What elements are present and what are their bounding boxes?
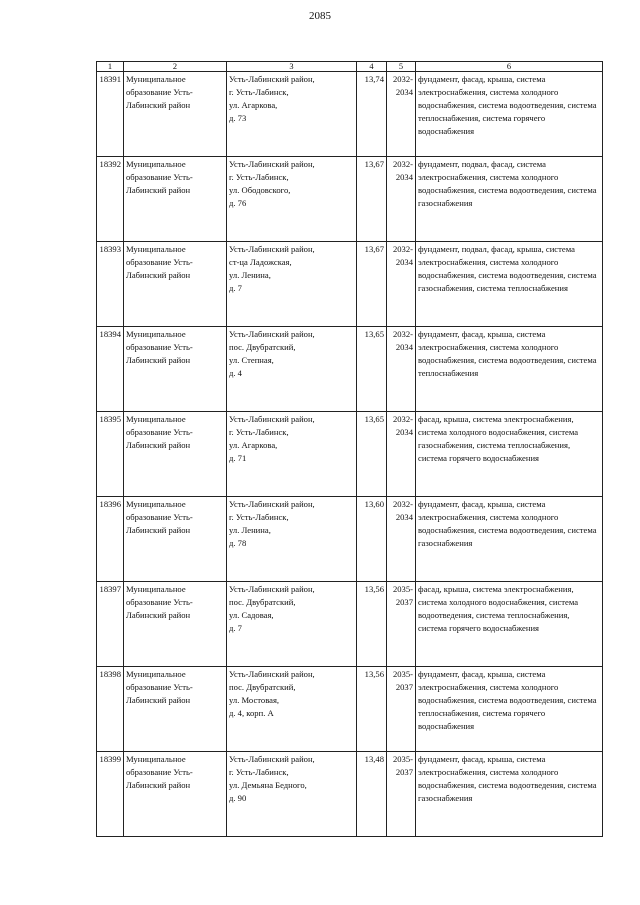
period-line: 2034: [395, 512, 413, 522]
period-line: 2037: [395, 597, 413, 607]
area-cell: 13,48: [357, 752, 387, 837]
address-line: Усть-Лабинский район,: [229, 499, 315, 509]
area-cell: 13,65: [357, 327, 387, 412]
header-row: [97, 62, 603, 72]
address-line: ул. Демьяна Бедного,: [229, 780, 307, 790]
table-row: [97, 667, 603, 752]
period-cell: [387, 412, 416, 497]
row-number: 18394: [97, 327, 124, 412]
period-line: 2034: [395, 172, 413, 182]
address-line: д. 73: [229, 113, 247, 123]
table-row: [97, 412, 603, 497]
address-line: Усть-Лабинский район,: [229, 414, 315, 424]
period-line: 2032-: [392, 74, 413, 84]
period-line: 2034: [395, 87, 413, 97]
address-line: г. Усть-Лабинск,: [229, 767, 289, 777]
period-cell: [387, 497, 416, 582]
address-line: г. Усть-Лабинск,: [229, 512, 289, 522]
table-row: [97, 327, 603, 412]
period-cell: [387, 582, 416, 667]
header-col-1: 1: [97, 62, 124, 72]
address-line: Усть-Лабинский район,: [229, 244, 315, 254]
address-line: пос. Двубратский,: [229, 597, 296, 607]
address-line: д. 4: [229, 368, 242, 378]
period-line: 2035-: [392, 669, 413, 679]
row-number: 18395: [97, 412, 124, 497]
table-body: [97, 72, 603, 837]
address-line: д. 7: [229, 623, 242, 633]
address-line: д. 7: [229, 283, 242, 293]
area-cell: 13,60: [357, 497, 387, 582]
address-cell: [227, 327, 357, 412]
works-cell: фундамент, фасад, крыша, система электроснабжения, система холодного водоснабжения, система водоотведения, система газоснабжения: [416, 752, 603, 837]
address-cell: [227, 72, 357, 157]
works-cell: фундамент, фасад, крыша, система электроснабжения, система холодного водоснабжения, система водоотведения, система теплоснабжения, система горячего водоснабжения: [416, 72, 603, 157]
address-line: Усть-Лабинский район,: [229, 159, 315, 169]
period-line: 2035-: [392, 584, 413, 594]
row-number: 18399: [97, 752, 124, 837]
address-line: Усть-Лабинский район,: [229, 669, 315, 679]
period-line: 2034: [395, 342, 413, 352]
address-line: ул. Агаркова,: [229, 100, 278, 110]
table-row: [97, 752, 603, 837]
address-cell: [227, 497, 357, 582]
address-line: ул. Ленина,: [229, 270, 271, 280]
address-line: пос. Двубратский,: [229, 682, 296, 692]
area-cell: 13,67: [357, 157, 387, 242]
period-cell: [387, 157, 416, 242]
period-line: 2034: [395, 427, 413, 437]
address-line: д. 78: [229, 538, 247, 548]
municipality-cell: Муниципальное образование Усть-Лабинский район: [124, 72, 227, 157]
row-number: 18393: [97, 242, 124, 327]
address-line: д. 76: [229, 198, 247, 208]
area-cell: 13,56: [357, 582, 387, 667]
address-line: д. 71: [229, 453, 247, 463]
address-line: ст-ца Ладожская,: [229, 257, 292, 267]
period-cell: [387, 667, 416, 752]
registry-table: [96, 61, 603, 837]
address-cell: [227, 667, 357, 752]
municipality-cell: Муниципальное образование Усть-Лабинский район: [124, 157, 227, 242]
period-line: 2037: [395, 682, 413, 692]
header-col-5: 5: [387, 62, 416, 72]
address-line: Усть-Лабинский район,: [229, 754, 315, 764]
period-line: 2032-: [392, 159, 413, 169]
works-cell: фундамент, фасад, крыша, система электроснабжения, система холодного водоснабжения, система водоотведения, система теплоснабжения: [416, 327, 603, 412]
header-col-2: 2: [124, 62, 227, 72]
table-row: [97, 582, 603, 667]
address-line: г. Усть-Лабинск,: [229, 87, 289, 97]
address-line: ул. Садовая,: [229, 610, 274, 620]
area-cell: 13,74: [357, 72, 387, 157]
address-line: Усть-Лабинский район,: [229, 74, 315, 84]
period-line: 2037: [395, 767, 413, 777]
address-line: г. Усть-Лабинск,: [229, 427, 289, 437]
table-row: [97, 157, 603, 242]
period-line: 2034: [395, 257, 413, 267]
header-col-4: 4: [357, 62, 387, 72]
address-line: ул. Ободовского,: [229, 185, 291, 195]
works-cell: фундамент, подвал, фасад, крыша, система электроснабжения, система холодного водоснабжения, система водоотведения, система газоснабжения, система теплоснабжения: [416, 242, 603, 327]
address-line: ул. Мостовая,: [229, 695, 280, 705]
works-cell: фундамент, фасад, крыша, система электроснабжения, система холодного водоснабжения, система водоотведения, система теплоснабжения, система горячего водоснабжения: [416, 667, 603, 752]
area-cell: 13,56: [357, 667, 387, 752]
works-cell: фасад, крыша, система электроснабжения, система холодного водоснабжения, система газоснабжения, система теплоснабжения, система горячего водоснабжения: [416, 412, 603, 497]
header-col-6: 6: [416, 62, 603, 72]
municipality-cell: Муниципальное образование Усть-Лабинский район: [124, 667, 227, 752]
municipality-cell: Муниципальное образование Усть-Лабинский район: [124, 242, 227, 327]
address-cell: [227, 157, 357, 242]
municipality-cell: Муниципальное образование Усть-Лабинский район: [124, 752, 227, 837]
municipality-cell: Муниципальное образование Усть-Лабинский район: [124, 497, 227, 582]
table-row: [97, 72, 603, 157]
row-number: 18391: [97, 72, 124, 157]
period-line: 2032-: [392, 329, 413, 339]
row-number: 18397: [97, 582, 124, 667]
row-number: 18392: [97, 157, 124, 242]
period-cell: [387, 72, 416, 157]
municipality-cell: Муниципальное образование Усть-Лабинский район: [124, 412, 227, 497]
address-line: Усть-Лабинский район,: [229, 584, 315, 594]
period-cell: [387, 752, 416, 837]
row-number: 18396: [97, 497, 124, 582]
table-row: [97, 497, 603, 582]
works-cell: фасад, крыша, система электроснабжения, система холодного водоснабжения, система водоотведения, система теплоснабжения, система горячего водоснабжения: [416, 582, 603, 667]
area-cell: 13,65: [357, 412, 387, 497]
address-line: д. 90: [229, 793, 247, 803]
works-cell: фундамент, фасад, крыша, система электроснабжения, система холодного водоснабжения, система водоотведения, система газоснабжения: [416, 497, 603, 582]
municipality-cell: Муниципальное образование Усть-Лабинский район: [124, 327, 227, 412]
municipality-cell: Муниципальное образование Усть-Лабинский район: [124, 582, 227, 667]
address-line: г. Усть-Лабинск,: [229, 172, 289, 182]
address-line: ул. Степная,: [229, 355, 274, 365]
address-line: пос. Двубратский,: [229, 342, 296, 352]
address-cell: [227, 582, 357, 667]
period-cell: [387, 327, 416, 412]
period-line: 2032-: [392, 414, 413, 424]
header-col-3: 3: [227, 62, 357, 72]
period-line: 2035-: [392, 754, 413, 764]
address-line: ул. Агаркова,: [229, 440, 278, 450]
page-number: 2085: [309, 10, 331, 22]
period-line: 2032-: [392, 244, 413, 254]
address-line: д. 4, корп. А: [229, 708, 274, 718]
address-line: Усть-Лабинский район,: [229, 329, 315, 339]
period-line: 2032-: [392, 499, 413, 509]
address-cell: [227, 412, 357, 497]
address-cell: [227, 242, 357, 327]
period-cell: [387, 242, 416, 327]
area-cell: 13,67: [357, 242, 387, 327]
address-line: ул. Ленина,: [229, 525, 271, 535]
row-number: 18398: [97, 667, 124, 752]
address-cell: [227, 752, 357, 837]
table-row: [97, 242, 603, 327]
works-cell: фундамент, подвал, фасад, система электроснабжения, система холодного водоснабжения, система водоотведения, система газоснабжения: [416, 157, 603, 242]
